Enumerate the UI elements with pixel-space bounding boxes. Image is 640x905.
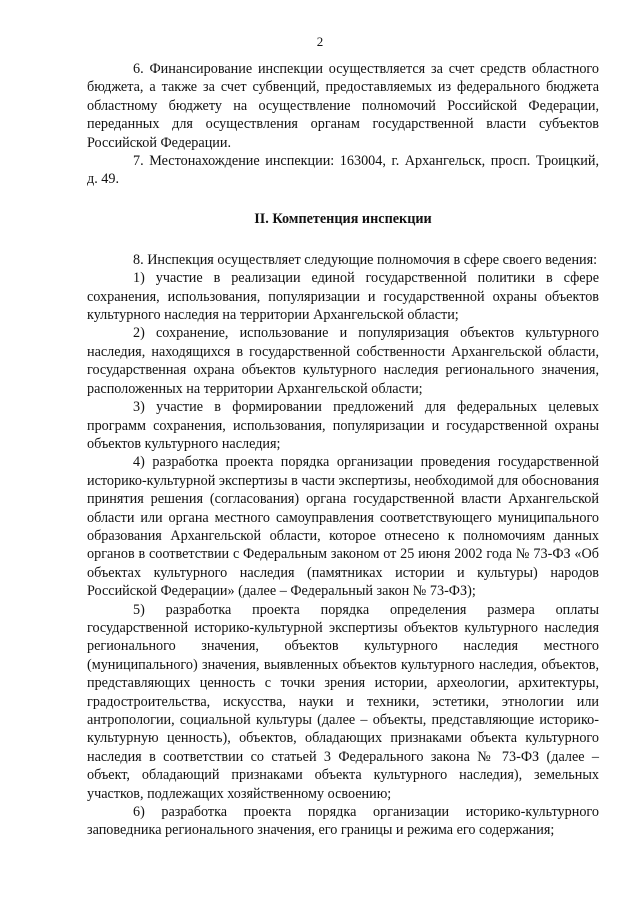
list-item-5: 5) разработка проекта порядка определения размера оплаты государственной историко-культурной экспертизы объектов культурного наследия регионального значения, объектов культурного наследия местного (муниципального) значения, выявленных объектов культурного наследия, объектов, представляющих ценность с точки зрения истории, археологии, архитектуры, градостроительства, искусства, науки и техники, эстетики, этнологии или антропологии, социальной культуры (далее – объекты, представляющие историко-культурную ценность), объектов, обладающих признаками объекта культурного наследия в соответствии со статьей 3 Федерального закона № 73-ФЗ (далее – объект, обладающий признаками объекта культурного наследия), земельных участков, подлежащих хозяйственному освоению; [87,601,599,802]
list-item-1: 1) участие в реализации единой государственной политики в сфере сохранения, использования, популяризации и государственной охраны объектов культурного наследия на территории Архангельской области; [87,270,599,324]
paragraph-powers-intro: 8. Инспекция осуществляет следующие полномочия в сфере своего ведения: [133,251,598,268]
list-item-3: 3) участие в формировании предложений для федеральных целевых программ сохранения, использования, популяризации и государственной охраны объектов культурного наследия; [87,399,599,452]
section-heading: II. Компетенция инспекции [254,210,432,227]
page-number: 2 [316,34,324,49]
paragraph-location: 7. Местонахождение инспекции: 163004, г. Архангельск, просп. Троицкий, д. 49. [87,153,599,188]
list-item-4: 4) разработка проекта порядка организации проведения государственной историко-культурной экспертизы в части экспертизы, необходимой для обоснования принятия решения (согласования) органа государственной власти Архангельской области или органа местного самоуправления соответствующего муниципального образования Архангельской области, которое отнесено к полномочиям данных органов в соответствии с Федеральным законом от 25 июня 2002 года № 73-ФЗ «Об объектах культурного наследия (памятниках истории и культуры) народов Российской Федерации» (далее – Федеральный закон № 73-ФЗ); [87,454,599,600]
document-body [87,60,599,840]
list-item-2: 2) сохранение, использование и популяризация объектов культурного наследия, находящихся в государственной собственности Архангельской области, государственная охрана объектов культурного наследия регионального значения, расположенных на территории Архангельской области; [87,325,599,397]
list-item-6: 6) разработка проекта порядка организации историко-культурного заповедника регионального значения, его границы и режима его содержания; [87,804,599,839]
paragraph-financing: 6. Финансирование инспекции осуществляется за счет средств областного бюджета, а также за счет субвенций, предоставляемых из федерального бюджета областному бюджету на осуществление полномочий Российской Федерации, переданных для осуществления органам государственной власти субъектов Российской Федерации. [87,61,599,151]
